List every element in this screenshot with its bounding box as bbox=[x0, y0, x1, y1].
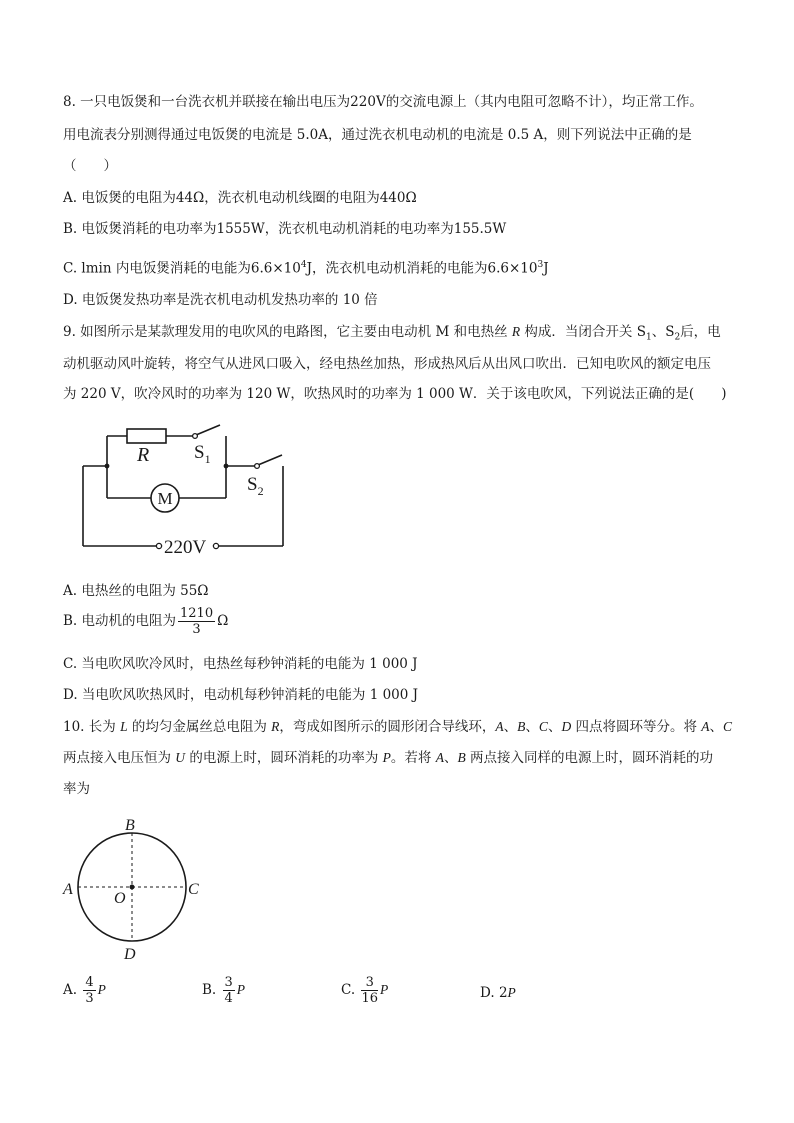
q9-option-a: A. 电热丝的电阻为 55Ω bbox=[63, 583, 209, 599]
label-o: O bbox=[114, 890, 126, 907]
fraction: $\frac{1210}{3}$ bbox=[180, 606, 214, 637]
label-s2: $S_2$ bbox=[247, 474, 264, 498]
label-a: A bbox=[63, 881, 73, 898]
q9-stem-line2: 动机驱动风叶旋转，将空气从进风口吸入，经电热丝加热，形成热风后从出风口吹出．已知电吹风的额定电压 bbox=[63, 356, 711, 372]
center-point bbox=[130, 885, 135, 890]
switch-s1-blade bbox=[196, 425, 220, 435]
label-r: R bbox=[137, 444, 150, 466]
q10-stem-line2: 两点接入电压恒为 U 的电源上时，圆环消耗的功率为 P。若将 A、B 两点接入同样的电源上时，圆环消耗的功 bbox=[63, 750, 713, 766]
resistor-r bbox=[127, 429, 166, 443]
q8-stem-line2: 用电流表分别测得通过电饭煲的电流是 5.0A，通过洗衣机电动机的电流是 0.5 A，则下列说法中正确的是 bbox=[63, 127, 692, 143]
q10-option-c: C. $\frac{3}{16}$ P bbox=[341, 975, 389, 1006]
q10-option-a: A. $\frac{4}{3}$ P bbox=[63, 975, 106, 1006]
q9-stem-line1: 9. 如图所示是某款理发用的电吹风的电路图，它主要由电动机 M 和电热丝 R 构成．当闭合开关 $S_1$、$S_2$后，电 bbox=[63, 324, 721, 343]
q9-option-d: D. 当电吹风吹热风时，电动机每秒钟消耗的电能为 1 000 J bbox=[63, 687, 419, 703]
hair-dryer-circuit-diagram bbox=[70, 420, 300, 565]
label-c: C bbox=[188, 881, 199, 898]
q8-option-d: D. 电饭煲发热功率是洗衣机电动机发热功率的 10 倍 bbox=[63, 292, 378, 308]
q9-stem-line3: 为 220 V，吹冷风时的功率为 120 W，吹热风时的功率为 1 000 W．关于该电吹风，下列说法正确的是( ) bbox=[63, 386, 727, 402]
q9-option-b: B. 电动机的电阻为 $\frac{1210}{3}$ Ω bbox=[63, 606, 229, 637]
ring-conductor-diagram bbox=[58, 812, 208, 967]
q10-stem-line1: 10. 长为 L 的均匀金属丝总电阻为 R，弯成如图所示的圆形闭合导线环，A、B、C、D 四点将圆环等分。将 A、C bbox=[63, 719, 733, 735]
switch-s2-blade bbox=[258, 455, 282, 465]
label-s1: $S_1$ bbox=[194, 442, 211, 466]
q8-answer-bracket: （ ） bbox=[63, 158, 117, 174]
q10-option-b: B. $\frac{3}{4}$ P bbox=[202, 975, 246, 1006]
label-m: M bbox=[157, 489, 173, 508]
q10-option-d: D. 2P bbox=[480, 985, 516, 1001]
q9-option-c: C. 当电吹风吹冷风时，电热丝每秒钟消耗的电能为 1 000 J bbox=[63, 656, 418, 672]
label-source-voltage: 220V bbox=[164, 537, 207, 558]
label-d: D bbox=[124, 946, 136, 963]
q8-stem-line1: 8. 一只电饭煲和一台洗衣机并联接在输出电压为220V的交流电源上（其内电阻可忽略不计），均正常工作。 bbox=[63, 94, 703, 110]
q8-option-a: A. 电饭煲的电阻为44Ω，洗衣机电动机线圈的电阻为440Ω bbox=[63, 190, 417, 206]
q10-stem-line3: 率为 bbox=[63, 781, 90, 797]
q8-option-b: B. 电饭煲消耗的电功率为1555W，洗衣机电动机消耗的电功率为155.5W bbox=[63, 221, 507, 237]
label-b: B bbox=[125, 817, 135, 834]
q8-option-c: C. lmin 内电饭煲消耗的电能为$6.6\times 10^4J$，洗衣机电动机消耗的电能为$6.6\times 10^3J$ bbox=[63, 260, 549, 277]
